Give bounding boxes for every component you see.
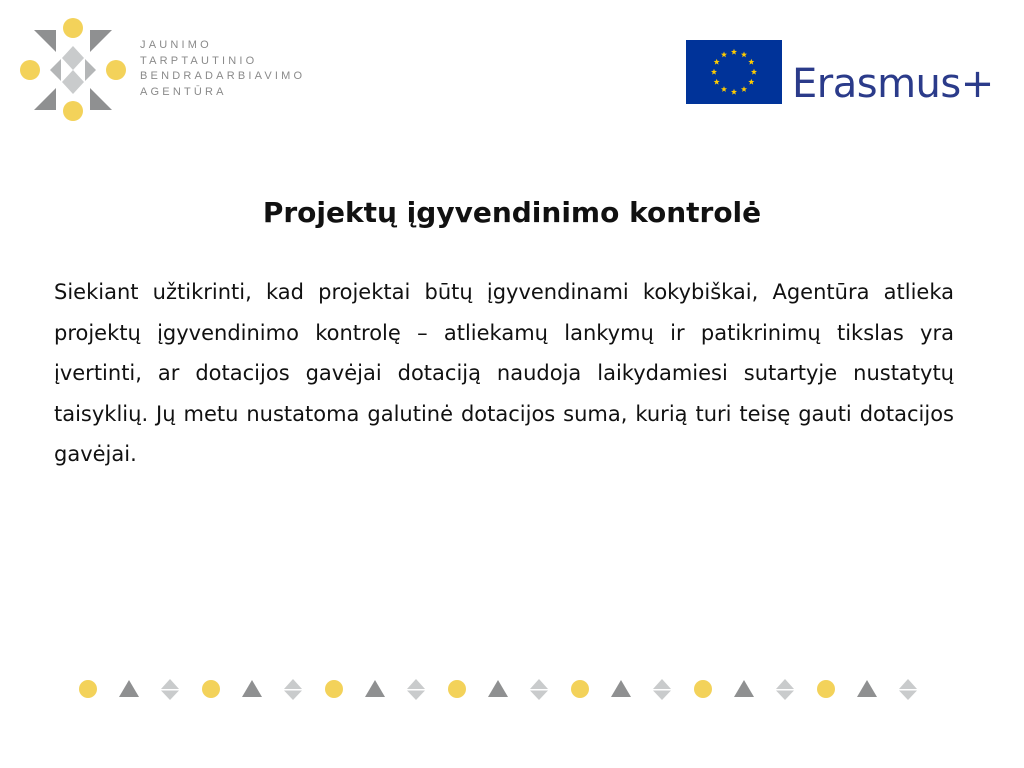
- agency-line: TARPTAUTINIO: [140, 54, 258, 67]
- logo-triangle: [90, 30, 112, 52]
- footer-diamond-icon: [161, 691, 179, 701]
- logo-dot-right: [106, 60, 126, 80]
- footer-triangle-icon: [365, 680, 385, 697]
- footer-diamond-icon: [899, 679, 917, 689]
- footer-diamond-icon: [161, 679, 179, 689]
- footer-diamond-icon: [653, 691, 671, 701]
- footer-diamond-icon: [284, 691, 302, 701]
- agency-line: BENDRADARBIAVIMO: [140, 70, 306, 82]
- slide-body: Siekiant užtikrinti, kad projektai būtų įgyvendinami kokybiškai, Agentūra atlieka projektų įgyvendinimo kontrolę – atliekamų lankymų ir patikrinimų tikslas yra įvertinti, ar dotacijos gavėjai dotaciją naudoja laikydamiesi sutartyje nustatytų taisyklių. Jų metu nustatoma galutinė dotacijos suma, kurią turi teisę gauti dotacijos gavėjai.: [54, 280, 954, 466]
- logo-triangle: [90, 88, 112, 110]
- footer-dot-icon: [817, 680, 835, 698]
- footer-triangle-icon: [611, 680, 631, 697]
- footer-triangle-icon: [242, 680, 262, 697]
- footer-diamond-icon: [530, 679, 548, 689]
- agency-line: JAUNIMO: [140, 39, 212, 51]
- logo-diamond: [85, 59, 96, 81]
- slide-title: Projektų įgyvendinimo kontrolė: [262, 196, 762, 229]
- footer-diamond-icon: [653, 679, 671, 689]
- footer-dot-icon: [571, 680, 589, 698]
- footer-dot-icon: [79, 680, 97, 698]
- footer-diamond-icon: [776, 679, 794, 689]
- agency-line: AGENTŪRA: [140, 85, 227, 98]
- footer-diamond-icon: [284, 679, 302, 689]
- footer-triangle-icon: [857, 680, 877, 697]
- footer-diamond-icon: [530, 691, 548, 701]
- eu-flag-icon: [686, 40, 782, 104]
- logo-dot-bottom: [63, 101, 83, 121]
- erasmus-wordmark: Erasmus+: [792, 61, 994, 107]
- logo-diamond: [62, 46, 84, 70]
- logo-diamond: [50, 59, 61, 81]
- decorative-footer: [76, 678, 936, 700]
- footer-dot-icon: [448, 680, 466, 698]
- footer-triangle-icon: [488, 680, 508, 697]
- footer-dot-icon: [202, 680, 220, 698]
- logo-dot-left: [20, 60, 40, 80]
- footer-diamond-icon: [407, 679, 425, 689]
- erasmus-logo: [686, 40, 1016, 106]
- footer-dot-icon: [694, 680, 712, 698]
- footer-dot-icon: [325, 680, 343, 698]
- logo-triangle: [34, 88, 56, 110]
- logo-diamond: [62, 70, 84, 94]
- footer-diamond-icon: [776, 691, 794, 701]
- footer-diamond-icon: [899, 691, 917, 701]
- agency-name: [140, 38, 305, 100]
- logo-dot-top: [63, 18, 83, 38]
- logo-triangle: [34, 30, 56, 52]
- footer-triangle-icon: [119, 680, 139, 697]
- agency-logo: [18, 18, 128, 124]
- footer-triangle-icon: [734, 680, 754, 697]
- footer-diamond-icon: [407, 691, 425, 701]
